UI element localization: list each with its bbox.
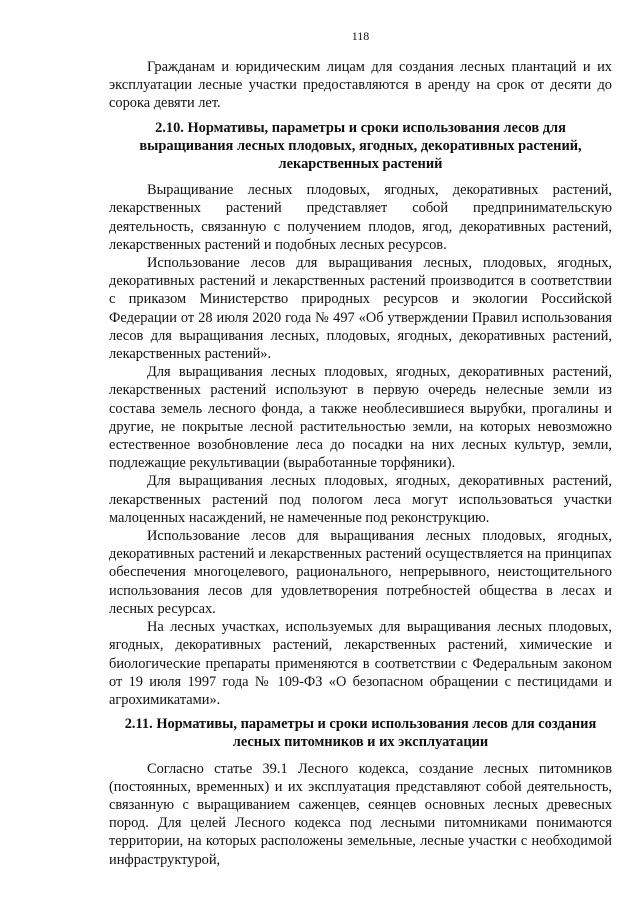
section-2-11-heading: 2.11. Нормативы, параметры и сроки использования лесов для создания лесных питомников и их эксплуатации: [124, 716, 597, 751]
section-2-11-paragraph: Согласно статье 39.1 Лесного кодекса, создание лесных питомников (постоянных, временных) и их эксплуатация представляют собой деятельность, связанную с выращиванием саженцев, сеянцев основных лесных древесных пород. Для целей Лесного кодекса под лесными питомниками понимаются территории, на которых расположены земельные, лесные участки с необходимой инфраструктурой,: [109, 760, 612, 868]
section-2-10-paragraph: Для выращивания лесных плодовых, ягодных, декоративных растений, лекарственных растений используют в первую очередь нелесные земли из состава земель лесного фонда, а также необлесившиеся вырубки, прогалины и другие, не покрытые лесной растительностью земли, на которых невозможно естественное возобновление леса до посадки на них лесных культур, земли, подлежащие рекультивации (выработанные торфяники).: [109, 364, 612, 472]
page-number: 118: [351, 29, 370, 43]
section-2-10-paragraph: Использование лесов для выращивания лесных плодовых, ягодных, декоративных растений и лекарственных растений осуществляется на принципах обеспечения многоцелевого, рационального, непрерывного, неистощительного использования лесов для удовлетворения потребностей общества в лесах и лесных ресурсах.: [109, 528, 612, 617]
section-2-10-heading: 2.10. Нормативы, параметры и сроки использования лесов для выращивания лесных плодовых, ягодных, декоративных растений, лекарственных растений: [139, 119, 582, 173]
section-2-10-paragraph: Для выращивания лесных плодовых, ягодных, декоративных растений, лекарственных растений под пологом леса могут использоваться участки малоценных насаждений, не намеченные под реконструкцию.: [109, 473, 612, 526]
intro-paragraph: Гражданам и юридическим лицам для создания лесных плантаций и их эксплуатации лесные участки предоставляются в аренду на срок от десяти до сорока девяти лет.: [109, 59, 612, 112]
section-2-10-paragraph: На лесных участках, используемых для выращивания лесных плодовых, ягодных, декоративных растений, лекарственных растений, химические и биологические препараты применяются в соответствии с Федеральным законом от 19 июля 1997 года № 109-ФЗ «О безопасном обращении с пестицидами и агрохимикатами».: [109, 619, 612, 708]
section-2-10-paragraph: Использование лесов для выращивания лесных, плодовых, ягодных, декоративных растений и лекарственных растений производится в соответствии с приказом Министерство природных ресурсов и экологии Российской Федерации от 28 июля 2020 года № 497 «Об утверждении Правил использования лесов для выращивания лесных, плодовых, ягодных, декоративных растений, лекарственных растений».: [109, 255, 612, 363]
section-2-10-paragraph: Выращивание лесных плодовых, ягодных, декоративных растений, лекарственных растений представляет собой предпринимательскую деятельность, связанную с получением плодов, ягод, декоративных растений, лекарственных растений и подобных лесных ресурсов.: [109, 182, 612, 253]
